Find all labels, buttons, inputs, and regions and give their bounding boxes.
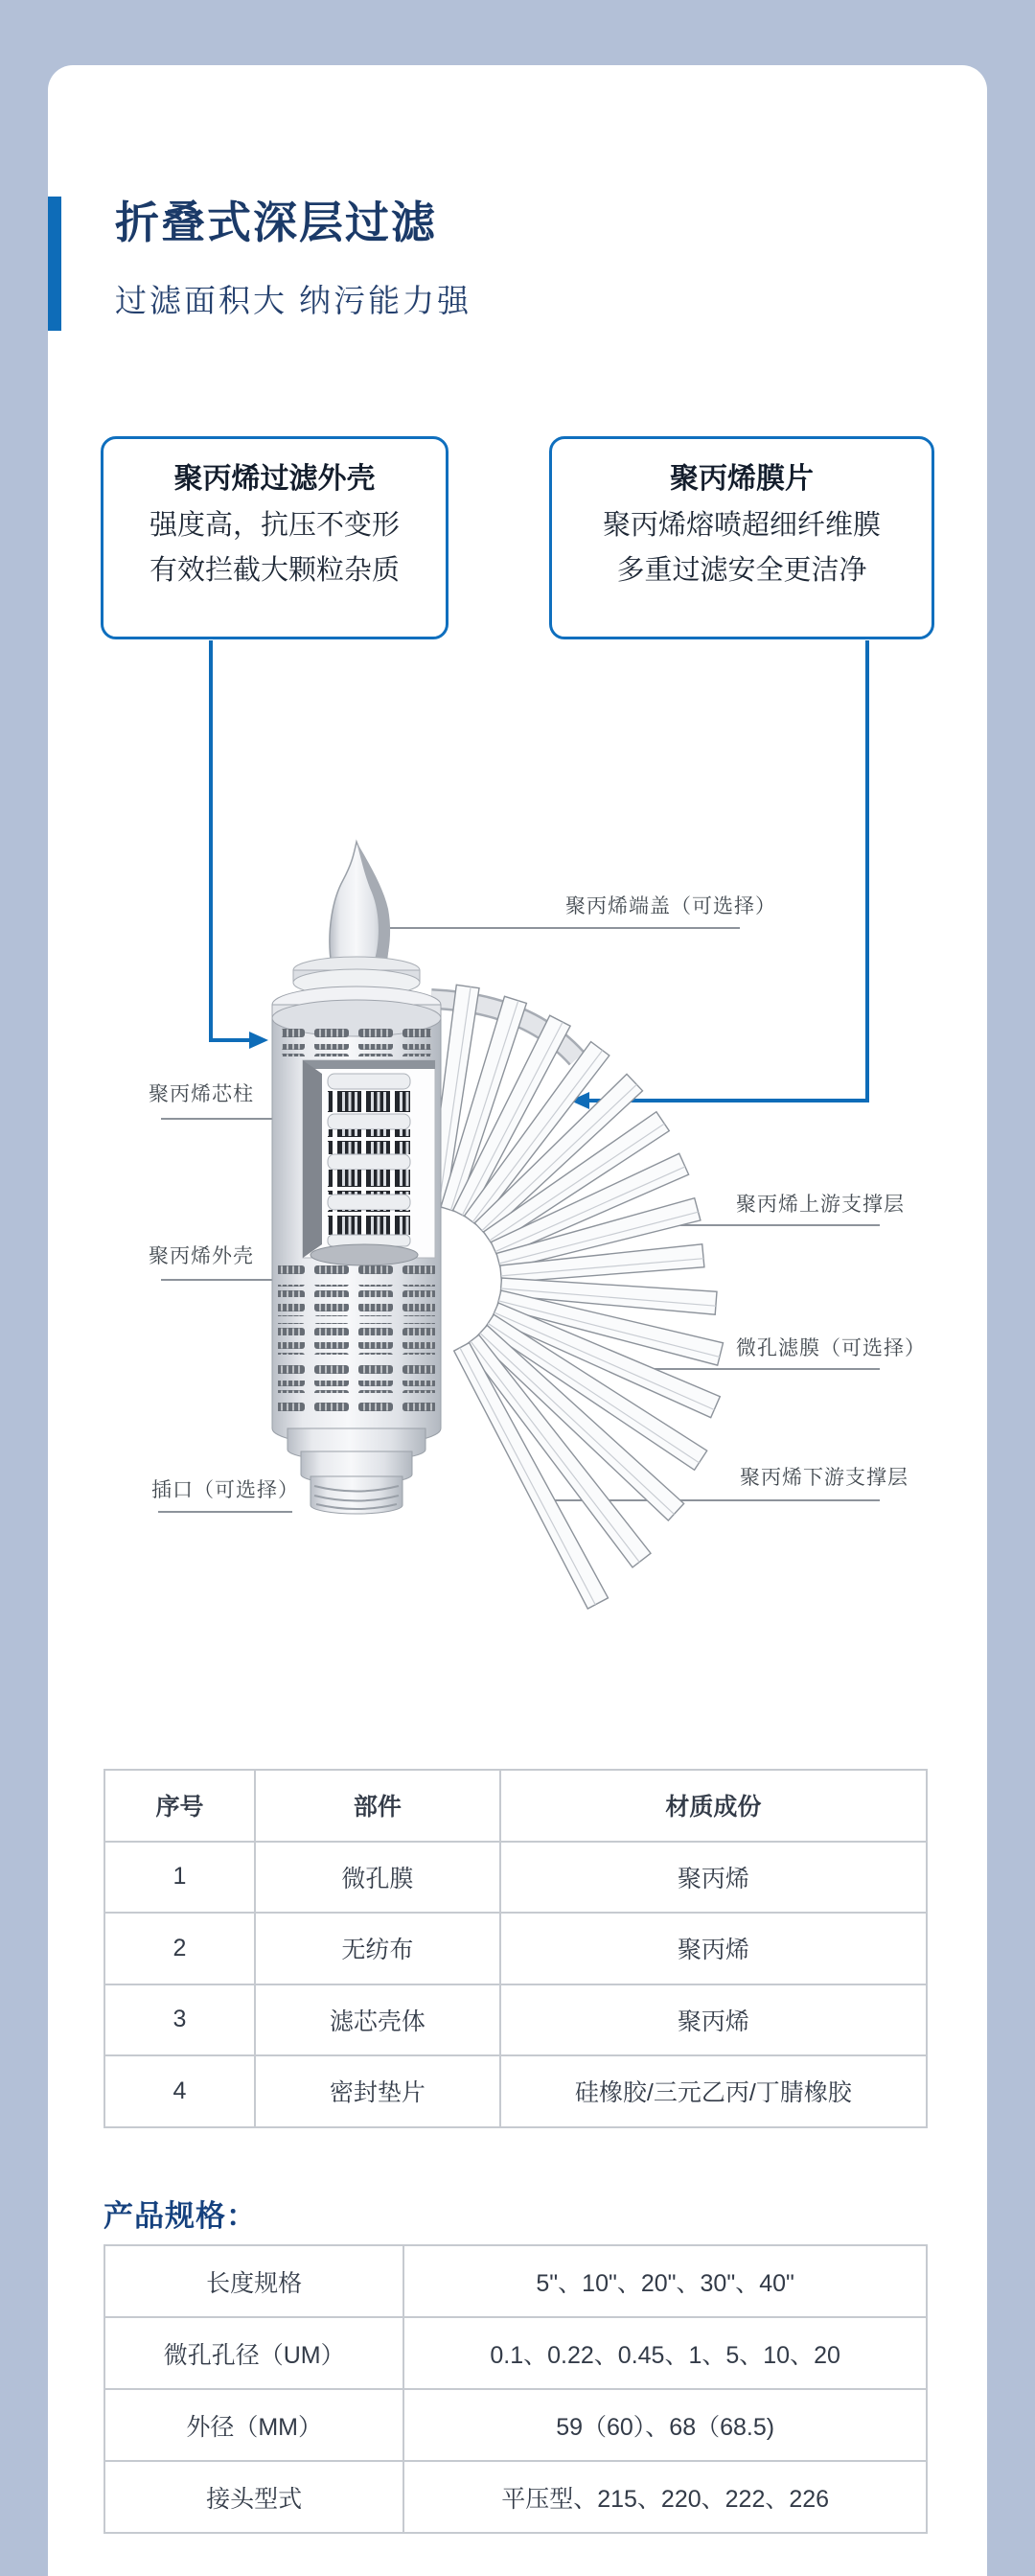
spec-label-length: 长度规格 — [104, 2245, 403, 2317]
spec-label-od: 外径（MM） — [104, 2389, 403, 2461]
filter-diagram — [48, 640, 987, 1752]
components-header-row — [104, 1770, 927, 1842]
table-row — [104, 2055, 927, 2127]
core-column — [328, 1074, 410, 1246]
label-outer-shell: 聚丙烯外壳 — [149, 1245, 254, 1267]
table-row — [104, 2317, 927, 2389]
table-row — [104, 2389, 927, 2461]
filter-cartridge — [272, 842, 441, 1514]
spec-value-pore: 0.1、0.22、0.45、1、5、10、20 — [403, 2317, 927, 2389]
label-upstream-support: 聚丙烯上游支撑层 — [736, 1194, 905, 1216]
label-core-column: 聚丙烯芯柱 — [149, 1083, 254, 1105]
label-socket: 插口（可选择） — [151, 1479, 299, 1501]
callout-connector-right — [570, 640, 867, 1109]
spec-value-od: 59（60）、68（68.5) — [403, 2389, 927, 2461]
cell-part: 滤芯壳体 — [255, 1984, 500, 2056]
table-row — [104, 2245, 927, 2317]
header-material: 材质成份 — [500, 1770, 927, 1842]
cell-index: 3 — [104, 1984, 255, 2056]
socket-connector — [288, 1428, 426, 1514]
table-row — [104, 2461, 927, 2533]
callout-membrane-title: 聚丙烯膜片 — [670, 463, 814, 495]
callout-shell-title: 聚丙烯过滤外壳 — [173, 463, 376, 495]
cell-material: 硅橡胶/三元乙丙/丁腈橡胶 — [500, 2055, 927, 2127]
label-membrane: 微孔滤膜（可选择） — [736, 1337, 926, 1359]
header-part: 部件 — [255, 1770, 500, 1842]
header-index: 序号 — [104, 1770, 255, 1842]
cell-material: 聚丙烯 — [500, 1913, 927, 1984]
components-table — [104, 1769, 928, 2128]
callout-connector-left — [211, 640, 268, 1049]
arrow-right-icon — [249, 1032, 268, 1049]
callout-filter-shell — [101, 436, 448, 639]
cell-index: 1 — [104, 1842, 255, 1914]
specs-heading: 产品规格： — [104, 2199, 257, 2233]
page-title: 折叠式深层过滤 — [115, 197, 437, 247]
cell-index: 2 — [104, 1913, 255, 1984]
cell-part: 微孔膜 — [255, 1842, 500, 1914]
spec-label-connector: 接头型式 — [104, 2461, 403, 2533]
callout-membrane — [549, 436, 934, 639]
specs-table — [104, 2244, 928, 2534]
label-downstream-support: 聚丙烯下游支撑层 — [740, 1467, 908, 1489]
spec-value-length: 5"、10"、20"、30"、40" — [403, 2245, 927, 2317]
cell-part: 密封垫片 — [255, 2055, 500, 2127]
product-card — [48, 65, 987, 2576]
table-row — [104, 1984, 927, 2056]
spec-label-pore: 微孔孔径（UM） — [104, 2317, 403, 2389]
cell-index: 4 — [104, 2055, 255, 2127]
callout-membrane-line1: 聚丙烯熔喷超细纤维膜 — [602, 510, 881, 541]
spec-value-connector: 平压型、215、220、222、226 — [403, 2461, 927, 2533]
label-end-cap: 聚丙烯端盖（可选择） — [565, 895, 776, 917]
table-row — [104, 1913, 927, 1984]
callout-membrane-line2: 多重过滤安全更洁净 — [616, 555, 867, 586]
table-row — [104, 1842, 927, 1914]
cell-material: 聚丙烯 — [500, 1984, 927, 2056]
cell-part: 无纺布 — [255, 1913, 500, 1984]
cell-material: 聚丙烯 — [500, 1842, 927, 1914]
callout-shell-line1: 强度高，抗压不变形 — [149, 510, 400, 541]
callout-shell-line2: 有效拦截大颗粒杂质 — [149, 555, 400, 586]
title-accent-bar — [48, 197, 61, 331]
pleated-membrane-fan — [428, 985, 724, 1609]
page-subtitle: 过滤面积大 纳污能力强 — [115, 283, 472, 318]
